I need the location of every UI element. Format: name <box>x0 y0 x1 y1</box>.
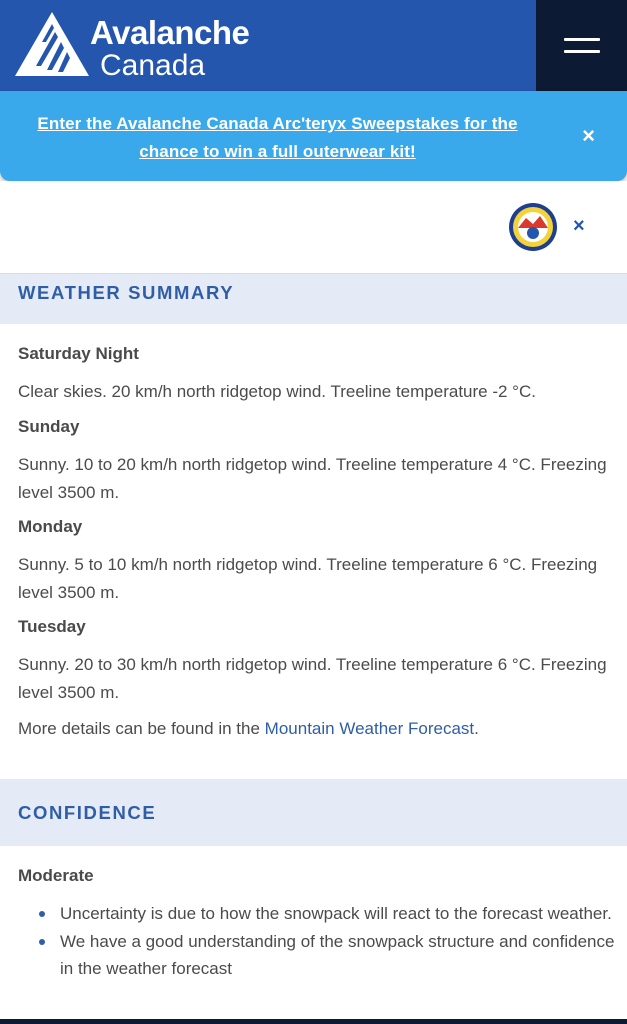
logo-line-canada: Canada <box>100 49 206 82</box>
mountain-logo-icon <box>14 10 90 78</box>
day-heading: Tuesday <box>18 617 86 636</box>
logo-line-avalanche: Avalanche <box>90 14 250 51</box>
banner-close-icon[interactable]: × <box>582 123 595 148</box>
more-details-suffix: . <box>474 719 479 738</box>
site-header <box>0 0 627 91</box>
sponsor-close-icon[interactable]: × <box>573 215 585 237</box>
bottom-bar <box>0 1019 627 1024</box>
day-forecast-text: Clear skies. 20 km/h north ridgetop wind. Treeline temperature -2 °C. <box>18 382 536 401</box>
day-forecast-text: Sunny. 5 to 10 km/h north ridgetop wind. Treeline temperature 6 °C. Freezing level 3500 m. <box>18 555 598 602</box>
hamburger-menu-icon-bar <box>564 50 600 53</box>
confidence-bullets <box>60 900 620 983</box>
bullet-icon <box>39 939 45 945</box>
list-item <box>60 900 620 928</box>
hamburger-menu-button[interactable] <box>536 0 627 91</box>
more-details-text <box>18 715 618 743</box>
sweepstakes-link[interactable]: Enter the Avalanche Canada Arc'teryx Sweepstakes for the chance to win a full outerwear kit! <box>37 114 518 161</box>
bullet-text: We have a good understanding of the snowpack structure and confidence in the weather forecast <box>60 931 615 978</box>
hamburger-menu-icon <box>564 38 600 41</box>
day-heading: Monday <box>18 517 83 536</box>
more-details-prefix: More details can be found in the <box>18 719 265 738</box>
day-heading: Saturday Night <box>18 344 139 363</box>
confidence-title: CONFIDENCE <box>18 802 157 823</box>
day-heading: Sunday <box>18 417 80 436</box>
list-item <box>60 928 620 983</box>
mountain-weather-forecast-link[interactable]: Mountain Weather Forecast <box>264 719 475 738</box>
logo-wordmark <box>90 16 249 81</box>
avalanche-canada-logo[interactable] <box>14 10 264 82</box>
weather-summary-header <box>0 273 627 324</box>
weather-summary-title: WEATHER SUMMARY <box>18 282 235 303</box>
day-forecast-text: Sunny. 10 to 20 km/h north ridgetop wind. Treeline temperature 4 °C. Freezing level 3500 m. <box>18 455 607 502</box>
sweepstakes-banner <box>0 91 627 181</box>
confidence-header <box>0 779 627 846</box>
sponsor-logo-icon[interactable] <box>508 202 558 252</box>
day-forecast-text: Sunny. 20 to 30 km/h north ridgetop wind. Treeline temperature 6 °C. Freezing level 3500 m. <box>18 655 607 702</box>
confidence-level: Moderate <box>18 866 94 885</box>
sponsor-row <box>0 181 627 273</box>
bullet-icon <box>39 911 45 917</box>
bullet-text: Uncertainty is due to how the snowpack will react to the forecast weather. <box>60 904 612 923</box>
